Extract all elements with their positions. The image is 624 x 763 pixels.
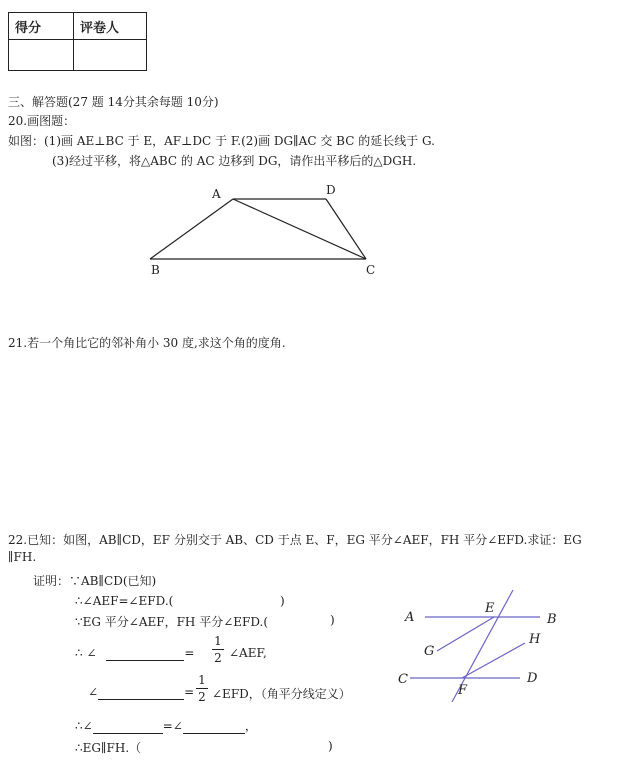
q20-line1: 如图：(1)画 AE⊥BC 于 E，AF⊥DC 于 F.(2)画 DG∥AC 交 BC 的延长线于 G. (8, 134, 435, 148)
proof-line4-pre: ∴ ∠ (75, 646, 97, 660)
proof-line4-eq: = (184, 646, 195, 660)
answer-blank-3[interactable] (93, 719, 163, 734)
fraction-num: 1 (214, 634, 222, 648)
proof-line7-close: ) (328, 739, 333, 753)
proof-line6-pre: ∴∠ (75, 719, 93, 733)
segment-ab (150, 199, 233, 259)
proof-line4 (75, 646, 194, 661)
q22-point-f: F (458, 683, 468, 698)
q22-point-h: H (529, 632, 541, 647)
q22-line2: ∥FH. (8, 550, 37, 564)
q22-point-d: D (527, 671, 538, 686)
ray-eg (437, 617, 494, 651)
q20-title: 20.画图题： (8, 114, 76, 128)
proof-line5-post: ∠EFD，（角平分线定义） (212, 687, 351, 701)
q20-point-d: D (326, 183, 336, 197)
q20-point-c: C (366, 263, 376, 277)
q22-point-g: G (424, 644, 435, 659)
ray-fh (462, 643, 525, 678)
q22-line1: 22.已知：如图，AB∥CD，EF 分别交于 AB、CD 于点 E、F，EG 平分∠AEF，FH 平分∠EFD.求证：EG (8, 533, 582, 547)
answer-blank-4[interactable] (183, 719, 245, 734)
q21-text: 21.若一个角比它的邻补角小 30 度,求这个角的度角. (8, 336, 286, 350)
q20-point-a: A (212, 187, 221, 201)
fraction-num-2: 1 (198, 673, 206, 687)
proof-line6-eq: =∠ (162, 719, 183, 733)
proof-line5-eq: = (184, 685, 195, 699)
section-heading: 三、解答题(27 题 14分其余每题 10分) (8, 95, 219, 109)
proof-line5 (88, 685, 194, 700)
proof-line2-text: ∴∠AEF=∠EFD.( (75, 594, 174, 608)
q22-point-b: B (547, 612, 557, 627)
proof-line6 (75, 717, 257, 734)
q20-figure (150, 199, 366, 259)
q20-line2: (3)经过平移，将△ABC 的 AC 边移到 DG，请作出平移后的△DGH. (52, 154, 417, 168)
answer-blank-1[interactable] (106, 646, 184, 661)
q20-point-b: B (151, 263, 160, 277)
proof-line1: 证明：∵AB∥CD(已知) (33, 574, 157, 588)
proof-line5-pre: ∠ (88, 685, 99, 699)
proof-line6-end: ， (244, 719, 257, 733)
proof-line2-close: ) (280, 594, 285, 608)
fraction-den-2: 2 (198, 690, 206, 704)
q22-point-c: C (398, 672, 408, 687)
proof-line3-text: ∵EG 平分∠AEF，FH 平分∠EFD.( (75, 615, 269, 629)
fraction-half-1 (212, 634, 224, 665)
fraction-half-2 (196, 673, 208, 704)
proof-line3-close: ) (330, 613, 335, 627)
grader-label: 评卷人 (74, 13, 147, 40)
proof-line2 (75, 594, 173, 608)
fraction-den: 2 (214, 651, 222, 665)
proof-line7-text: ∴EG∥FH.（ (75, 741, 142, 755)
proof-line4-post: ∠AEF, (229, 646, 267, 660)
q22-point-e: E (485, 601, 495, 616)
answer-blank-2[interactable] (98, 685, 184, 700)
q22-point-a: A (405, 610, 415, 625)
score-label: 得分 (9, 13, 74, 40)
